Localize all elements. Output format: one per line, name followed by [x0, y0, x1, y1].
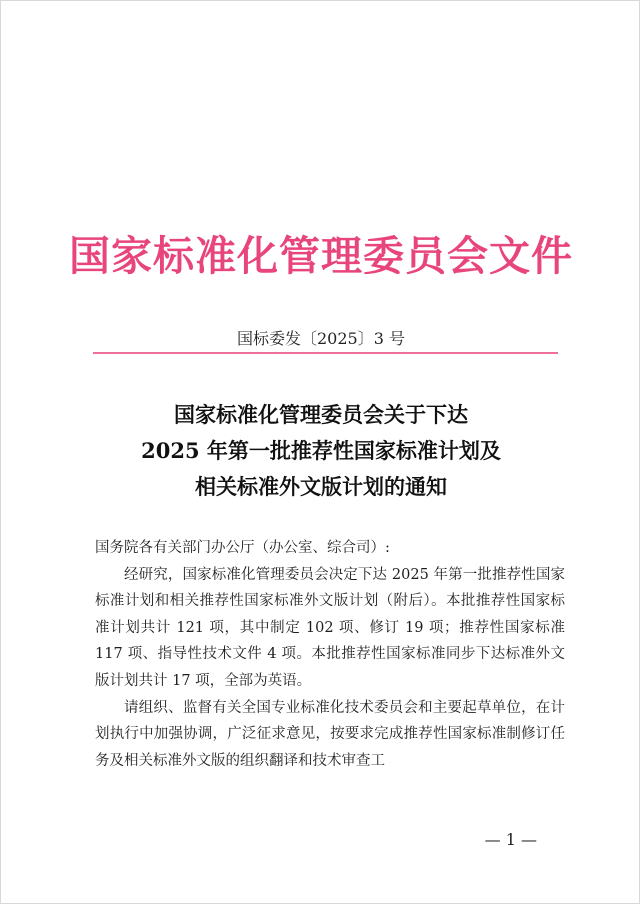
page-number: — 1 — — [484, 830, 537, 849]
red-divider-line — [93, 352, 558, 354]
document-body — [95, 535, 565, 774]
body-paragraph-1: 经研究，国家标准化管理委员会决定下达 2025 年第一批推荐性国家标准计划和相关推荐性国家标准外文版计划（附后）。本批推荐性国家标准计划共计 121 项，其中制定 102 项、修订 19 项；推荐性国家标准 117 项、指导性技术文件 4 项。本批推荐性国家标准同步下达标准外文版计划共计 17 项，全部为英语。 — [95, 566, 565, 689]
addressee: 国务院各有关部门办公厅（办公室、综合司）: — [95, 540, 390, 556]
notice-title-line-1: 国家标准化管理委员会关于下达 — [174, 402, 468, 427]
notice-title-line-3: 相关标准外文版计划的通知 — [195, 474, 447, 499]
notice-title-line-2: 2025 年第一批推荐性国家标准计划及 — [141, 438, 501, 463]
org-file-title: 国家标准化管理委员会文件 — [69, 232, 573, 280]
notice-title — [1, 397, 640, 505]
body-paragraph-2: 请组织、监督有关全国专业标准化技术委员会和主要起草单位，在计划执行中加强协调，广泛征求意见，按要求完成推荐性国家标准制修订任务及相关标准外文版的组织翻译和技术审查工 — [95, 699, 565, 769]
document-number: 国标委发〔2025〕3 号 — [237, 329, 405, 348]
